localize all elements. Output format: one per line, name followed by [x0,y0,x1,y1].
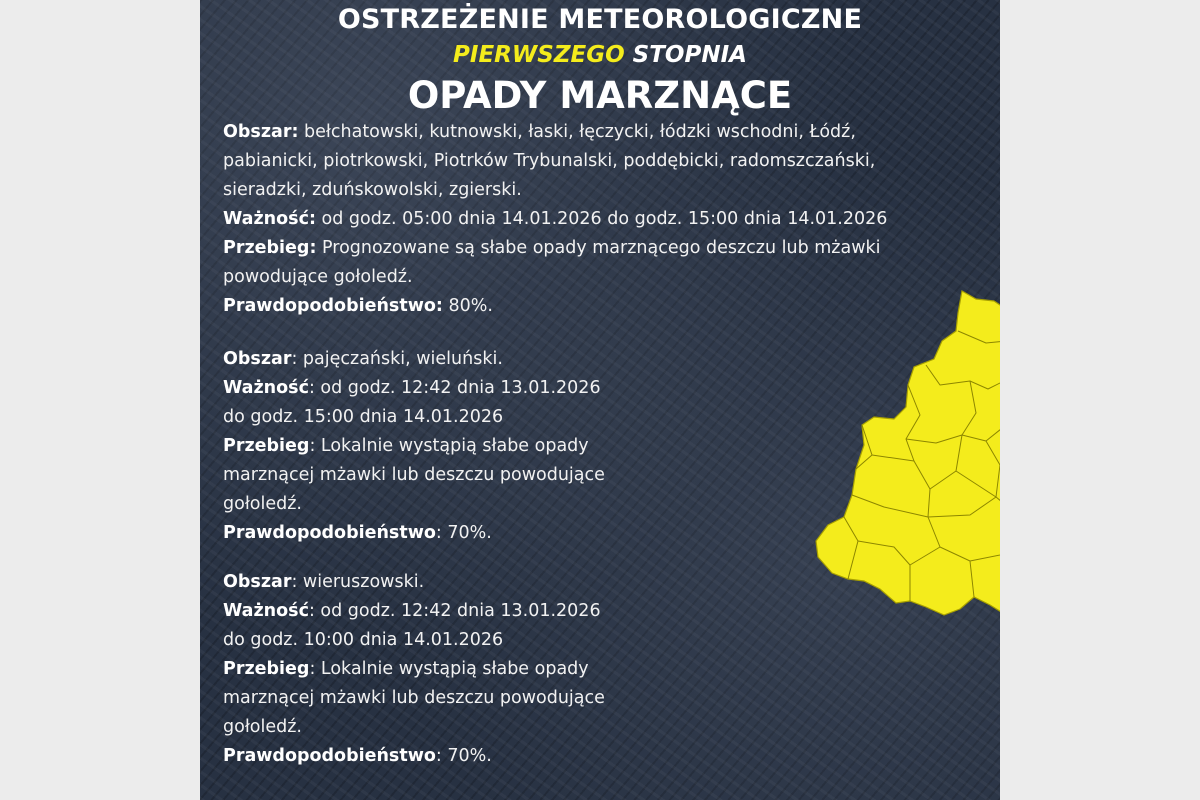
course-text: marznącej mżawki lub deszczu powodujące [223,465,605,485]
course-line: Przebieg: Lokalnie wystąpią słabe opady [223,659,589,679]
course-line: Przebieg: Lokalnie wystąpią słabe opady [223,436,589,456]
probability-label: Prawdopodobieństwo [223,523,436,543]
course-label: Przebieg [223,238,310,258]
probability-label: Prawdopodobieństwo [223,746,436,766]
probability-value: 80%. [448,296,493,316]
area-text: wieruszowski. [302,572,425,592]
title-line-1: OSTRZEŻENIE METEOROLOGICZNE [337,4,863,35]
course-text: marznącej mżawki lub deszczu powodujące [223,688,605,708]
probability-value: 70%. [447,523,492,543]
voivodeship-warning-map [810,285,1000,655]
warning-block-2 [223,345,605,548]
warning-block-3 [223,568,605,771]
validity-text: od godz. 05:00 dnia 14.01.2026 do godz. 15:00 dnia 14.01.2026 [321,209,888,229]
course-text: gołoledź. [223,717,302,737]
degree-highlight: PIERWSZEGO [453,42,625,68]
validity-label: Ważność [223,601,309,621]
probability-value: 70%. [447,746,492,766]
area-label: Obszar [223,122,292,142]
probability-line: Prawdopodobieństwo: 70%. [223,523,492,543]
course-text: gołoledź. [223,494,302,514]
probability-line: Prawdopodobieństwo: 80%. [223,296,493,316]
warning-block-1 [223,118,887,321]
course-text: Lokalnie wystąpią słabe opady [320,436,589,456]
title-line-2 [200,42,1000,68]
validity-text: od godz. 12:42 dnia 13.01.2026 [320,378,601,398]
area-text: sieradzki, zduńskowolski, zgierski. [223,180,522,200]
area-line: Obszar: wieruszowski. [223,572,425,592]
course-text: powodujące gołoledź. [223,267,413,287]
validity-text: do godz. 15:00 dnia 14.01.2026 [223,407,504,427]
probability-line: Prawdopodobieństwo: 70%. [223,746,492,766]
area-text: pabianicki, piotrkowski, Piotrków Trybunalski, poddębicki, radomszczański, [223,151,876,171]
area-text: pajęczański, wieluński. [302,349,503,369]
area-line: Obszar: bełchatowski, kutnowski, łaski, łęczycki, łódzki wschodni, Łódź, [223,122,856,142]
validity-text: do godz. 10:00 dnia 14.01.2026 [223,630,504,650]
validity-line: Ważność: od godz. 12:42 dnia 13.01.2026 [223,378,601,398]
validity-line: Ważność: od godz. 05:00 dnia 14.01.2026 do godz. 15:00 dnia 14.01.2026 [223,209,888,229]
phenomenon-title: OPADY MARZNĄCE [407,74,793,117]
validity-label: Ważność [223,209,309,229]
map-region-warning [816,291,1000,641]
area-label: Obszar [223,349,292,369]
warning-poster: OSTRZEŻENIE METEOROLOGICZNE PIERWSZEGO STOPNIA OPADY MARZNĄCE Obszar: bełchatowski, kutnowski, łaski, łęczycki, łódzki wschodni, Łódź, pabianicki, piotrkowski, Piotrków Trybunalski, poddębicki, radomszczański, sieradzki, zduńskowolski, zgierski. Ważność: od godz. 05:00 dnia 14.01.2026 do godz. 15:00 dnia 14.01.2026 Przebieg: Prognozowane są słabe opady marznącego deszczu lub mżawki powodujące gołoledź. Prawdopodobieństwo: 80%. Obszar: pajęczański, wieluński. Ważność: od godz. 12:42 dnia 13.01.2026 do godz. 15:00 dnia 14.01.2026 Przebieg: Lokalnie wystąpią słabe opady marznącej mżawki lub deszczu powodujące gołoledź. Prawdopodobieństwo: 70%. Obszar: wieruszowski. Ważność: od godz. 12:42 dnia 13.01.2026 do godz. 10:00 dnia 14.01.2026 Przebieg: Lokalnie wystąpią słabe opady marznącej mżawki lub deszczu powodujące gołoledź. Prawdopodobieństwo: 70%. ŁÓDZKI URZĄD WOJEWÓDZKI W ŁODZI INSTYTUT METEOROLOGII I GOSPODARKI WODNEJ IM GW [200,0,1000,800]
area-label: Obszar [223,572,292,592]
degree-rest: STOPNIA [632,42,747,68]
course-text: Prognozowane są słabe opady marznącego deszczu lub mżawki [322,238,881,258]
validity-line: Ważność: od godz. 12:42 dnia 13.01.2026 [223,601,601,621]
validity-label: Ważność [223,378,309,398]
course-label: Przebieg [223,436,310,456]
validity-text: od godz. 12:42 dnia 13.01.2026 [320,601,601,621]
course-text: Lokalnie wystąpią słabe opady [320,659,589,679]
course-label: Przebieg [223,659,310,679]
area-line: Obszar: pajęczański, wieluński. [223,349,503,369]
probability-label: Prawdopodobieństwo [223,296,436,316]
area-text: bełchatowski, kutnowski, łaski, łęczycki, łódzki wschodni, Łódź, [304,122,856,142]
course-line: Przebieg: Prognozowane są słabe opady marznącego deszczu lub mżawki [223,238,881,258]
